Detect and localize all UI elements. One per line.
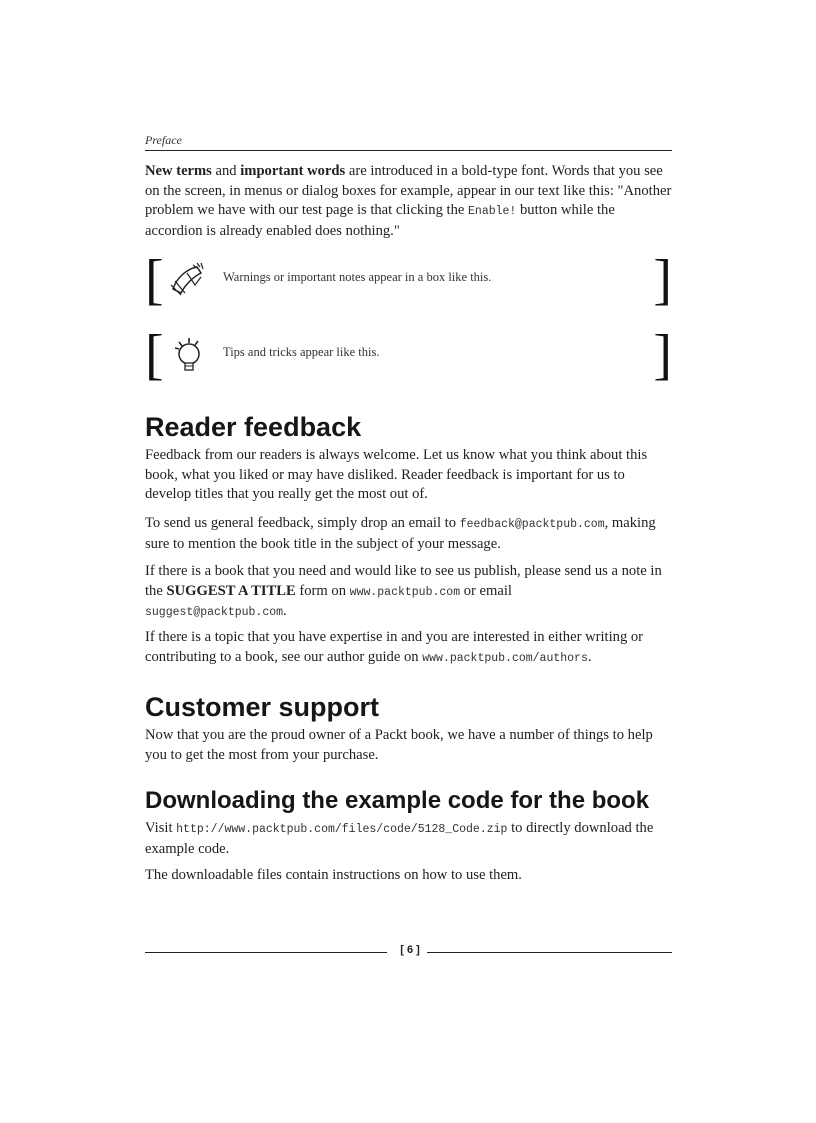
customer-support-paragraph: Now that you are the proud owner of a Packt book, we have a number of things to help you to get the most from your purchase. (145, 727, 653, 763)
code-download-url: http://www.packtpub.com/files/code/5128_Code.zip (176, 823, 508, 836)
right-bracket: ] (653, 324, 672, 386)
packtpub-url: www.packtpub.com (349, 585, 461, 599)
text-run: To send us general feedback, simply drop an email to (145, 515, 460, 531)
text-run: , making sure to mention the book title in the subject of your message. (145, 515, 656, 552)
new-terms-bold: New terms (145, 163, 212, 179)
warning-icon (167, 259, 209, 301)
reader-feedback-heading: Reader feedback (145, 412, 362, 442)
important-words-bold: important words (240, 163, 346, 179)
authors-url: www.packtpub.com/authors (422, 651, 588, 665)
page-footer (145, 944, 672, 960)
text-run: button while the accordion is already enabled does nothing." (145, 202, 615, 239)
customer-support-heading: Customer support (145, 692, 380, 722)
text-run: If there is a book that you need and would like to see us publish, please send us a note in the (145, 563, 662, 599)
footer-rule-right (427, 952, 672, 953)
reader-feedback-paragraph-3 (145, 562, 672, 623)
text-run: . (587, 648, 592, 665)
downloading-paragraph-2: The downloadable files contain instructions on how to use them. (145, 867, 522, 883)
lightbulb-icon (167, 334, 209, 376)
conventions-paragraph (145, 162, 672, 241)
warning-box (145, 249, 672, 311)
footer-rule-left (145, 952, 387, 953)
left-bracket: [ (145, 249, 164, 311)
feedback-email: feedback@packtpub.com (459, 518, 605, 531)
text-run: are introduced in a bold-type font. Words that you see on the screen, in menus or dialog boxes for example, appear in our text like this: "Another problem we have with our test page is that clicking the (145, 163, 672, 219)
inline-code-enable: Enable! (468, 205, 517, 219)
suggest-email: suggest@packtpub.com (145, 606, 284, 620)
text-run: Visit (145, 820, 177, 836)
reader-feedback-paragraph-4 (145, 628, 672, 668)
text-run: . (283, 603, 287, 620)
tip-box (145, 324, 672, 386)
header-rule (145, 150, 672, 151)
text-run: and (211, 163, 241, 179)
downloading-paragraph-1 (145, 819, 672, 859)
text-run: form on (295, 582, 350, 599)
warning-text: Warnings or important notes appear in a box like this. (223, 270, 492, 284)
running-head: Preface (145, 133, 182, 147)
reader-feedback-paragraph-1: Feedback from our readers is always welcome. Let us know what you think about this book, what you liked or may have disliked. Reader feedback is important for us to develop titles that you really get the most out of. (145, 447, 648, 503)
page-number: [ 6 ] (400, 944, 420, 956)
reader-feedback-paragraph-2 (145, 514, 672, 554)
downloading-heading: Downloading the example code for the book (145, 787, 650, 814)
left-bracket: [ (145, 324, 164, 386)
tip-text: Tips and tricks appear like this. (223, 345, 380, 359)
suggest-title-bold: SUGGEST A TITLE (166, 582, 296, 599)
text-run: or email (460, 582, 512, 599)
text-run: to directly download the example code. (145, 820, 654, 857)
right-bracket: ] (653, 249, 672, 311)
text-run: If there is a topic that you have expertise in and you are interested in either writing or contributing to a book, see our author guide on (145, 629, 644, 665)
